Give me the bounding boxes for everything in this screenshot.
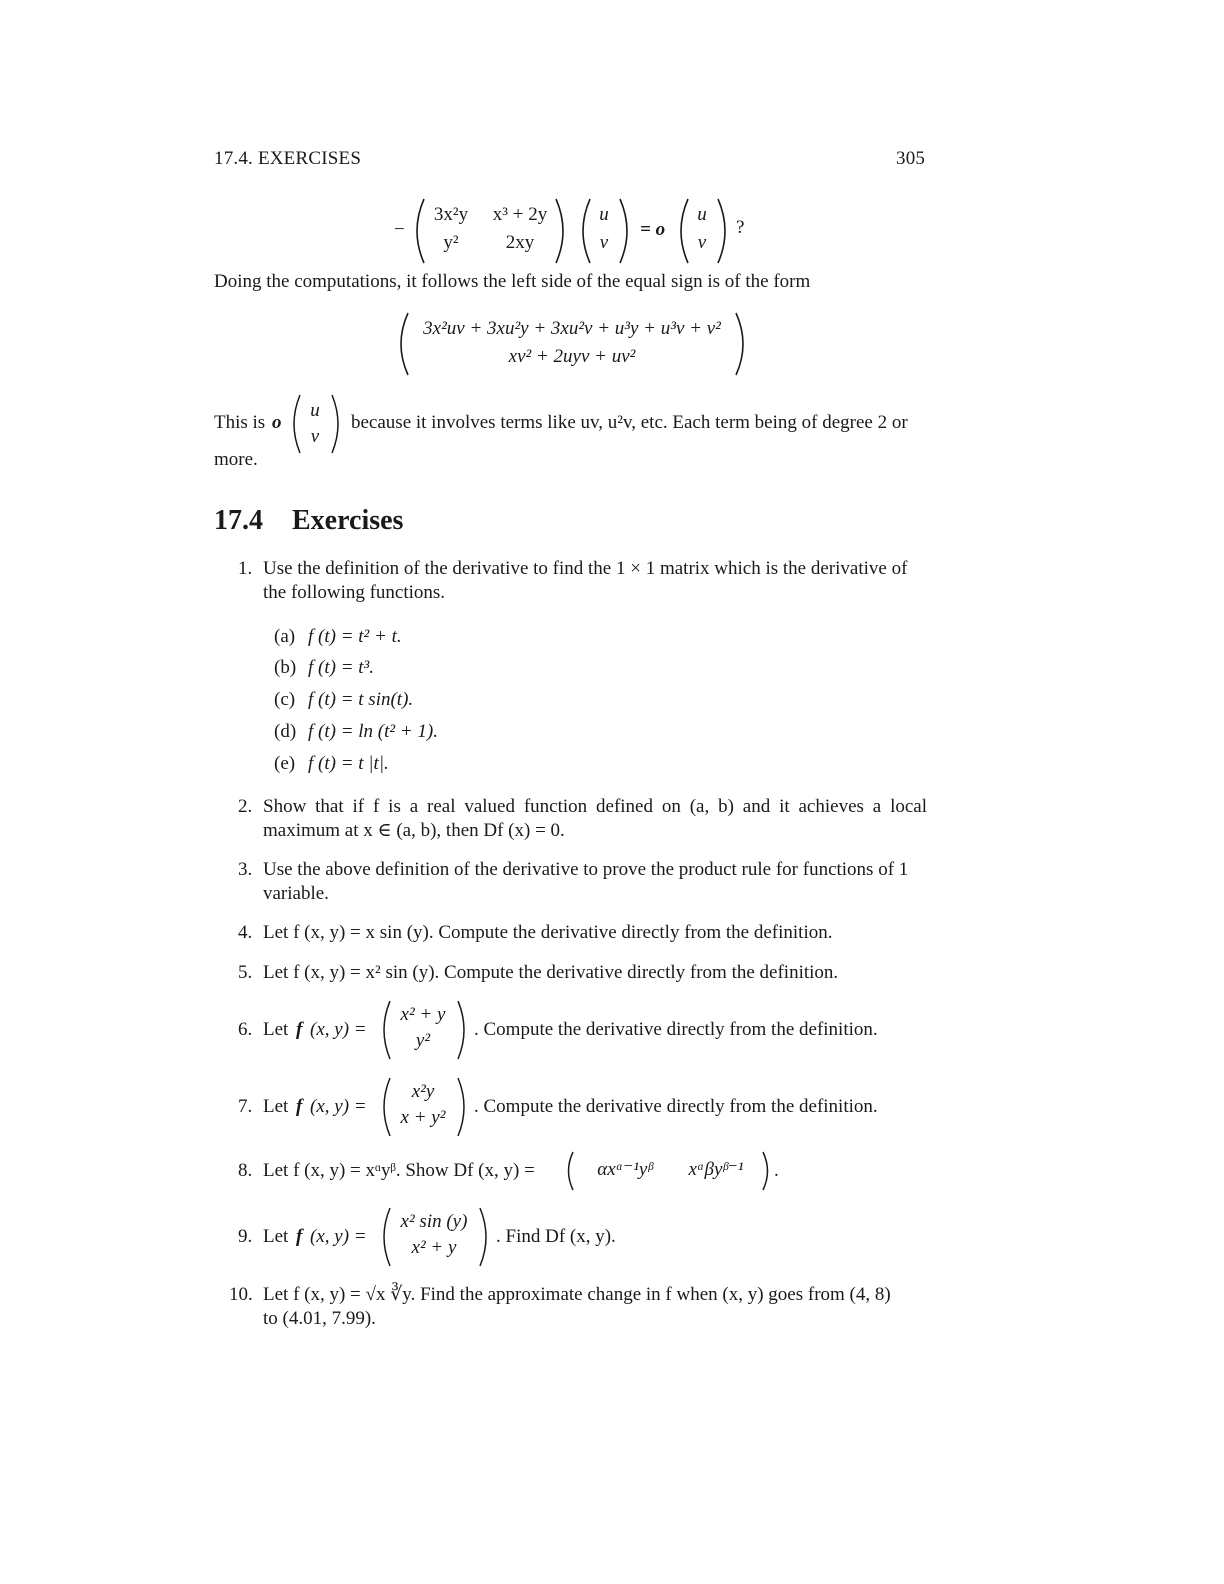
little-o: o [272, 412, 282, 433]
exercise-text: Let f (x, y) = √x ∛y. Find the approximate change in f when (x, y) goes from (4, 8) [263, 1284, 891, 1305]
exercise-text: Show that if f is a real valued function defined on (a, b) and it achieves a local [263, 796, 927, 817]
left-paren [672, 196, 692, 266]
part-expression: f (t) = ln (t² + 1). [308, 721, 439, 742]
vector-cell: u [599, 204, 609, 225]
part-label: (a) [274, 626, 296, 647]
matrix-cell-12: x³ + 2y [492, 204, 548, 225]
exercise-text: variable. [263, 883, 329, 904]
part-expression: f (t) = t sin(t). [308, 689, 414, 710]
vector-cell: u [310, 400, 320, 421]
vector-cell: y² [415, 1030, 431, 1051]
vector-cell: x + y² [400, 1107, 446, 1128]
vector-cell: v [310, 426, 320, 447]
exercise-text: Let [263, 1096, 289, 1117]
right-paren [454, 1075, 472, 1139]
left-paren [408, 196, 428, 266]
right-paren [760, 1150, 774, 1192]
vector [376, 1205, 494, 1269]
vector-cell: u [697, 204, 707, 225]
vector [376, 998, 472, 1062]
matrix-equation [394, 196, 754, 266]
vector-cell: x²y [411, 1081, 435, 1102]
vector-row-2: xv² + 2uyv + uv² [508, 346, 636, 367]
exercise-number: 10. [229, 1284, 253, 1305]
left-paren [392, 310, 412, 378]
left-paren [574, 196, 594, 266]
part-expression: f (t) = t² + t. [308, 626, 402, 647]
vector-cell: x² sin (y) [400, 1211, 468, 1232]
part-label: (c) [274, 689, 296, 710]
exercise-text: . Compute the derivative directly from the definition. [474, 1019, 878, 1040]
running-header: 17.4. EXERCISES [214, 148, 362, 169]
function-symbol: f [296, 1019, 303, 1040]
exercise-number: 8. [238, 1160, 253, 1181]
right-paren [714, 196, 734, 266]
vector [376, 1075, 472, 1139]
exercise-text: . Compute the derivative directly from the definition. [474, 1096, 878, 1117]
right-paren [616, 196, 636, 266]
matrix-cell-22: 2xy [505, 232, 535, 253]
paragraph-end: more. [214, 449, 258, 470]
vector-cell: v [697, 232, 707, 253]
exercise-text: Let [263, 1019, 289, 1040]
exercise-text: (x, y) = [310, 1019, 367, 1040]
inline-vector [286, 392, 346, 456]
right-paren [476, 1205, 494, 1269]
exercise-number: 1. [238, 558, 253, 579]
vector-cell: v [599, 232, 609, 253]
equals-little-o: = o [640, 219, 666, 240]
part-expression: f (t) = t |t|. [308, 753, 389, 774]
exercise-text: the following functions. [263, 582, 446, 603]
right-paren [552, 196, 572, 266]
exercise-text: (x, y) = [310, 1226, 367, 1247]
row-vector-cell: xᵅβyᵝ⁻¹ [688, 1159, 744, 1180]
exercise-number: 2. [238, 796, 253, 817]
question-mark: ? [736, 217, 745, 238]
matrix-cell-11: 3x²y [433, 204, 469, 225]
right-paren [454, 998, 472, 1062]
exercise-number: 7. [238, 1096, 253, 1117]
part-label: (e) [274, 753, 296, 774]
vector-cell: x² + y [400, 1004, 446, 1025]
paragraph-start: This is [214, 412, 266, 433]
left-paren [562, 1150, 576, 1192]
section-number: 17.4 [214, 505, 263, 536]
row-vector-cell: αxᵅ⁻¹yᵝ [597, 1159, 653, 1180]
exercise-number: 4. [238, 922, 253, 943]
exercise-text: to (4.01, 7.99). [263, 1308, 376, 1329]
exercise-text: . Find Df (x, y). [496, 1226, 616, 1247]
exercise-number: 6. [238, 1019, 253, 1040]
vector-cell: x² + y [411, 1237, 457, 1258]
right-paren [328, 392, 346, 456]
exercise-text: Use the definition of the derivative to find the 1 × 1 matrix which is the derivative of [263, 558, 908, 579]
page-number: 305 [896, 148, 926, 169]
right-paren [732, 310, 752, 378]
function-symbol: f [296, 1226, 303, 1247]
paragraph: Doing the computations, it follows the left side of the equal sign is of the form [214, 271, 811, 292]
matrix-cell-21: y² [443, 232, 459, 253]
vector-row-1: 3x²uv + 3xu²y + 3xu²v + u³y + u³v + v² [423, 318, 721, 339]
paragraph-continued: because it involves terms like uv, u²v, etc. Each term being of degree 2 or [351, 412, 908, 433]
minus-sign: − [394, 219, 405, 240]
vector-expression [392, 310, 752, 378]
exercise-text: Let [263, 1226, 289, 1247]
part-label: (b) [274, 657, 297, 678]
period: . [774, 1160, 779, 1181]
part-expression: f (t) = t³. [308, 657, 375, 678]
function-symbol: f [296, 1096, 303, 1117]
exercise-text: Let f (x, y) = x sin (y). Compute the derivative directly from the definition. [263, 922, 833, 943]
row-vector [562, 1150, 782, 1192]
exercise-number: 5. [238, 962, 253, 983]
exercise-text: maximum at x ∈ (a, b), then Df (x) = 0. [263, 820, 565, 841]
exercise-text: (x, y) = [310, 1096, 367, 1117]
exercise-text: Use the above definition of the derivative to prove the product rule for functions of 1 [263, 859, 909, 880]
exercise-number: 3. [238, 859, 253, 880]
section-title: Exercises [292, 505, 404, 536]
exercise-text: Let f (x, y) = xᵅyᵝ. Show Df (x, y) = [263, 1160, 535, 1181]
part-label: (d) [274, 721, 297, 742]
exercise-number: 9. [238, 1226, 253, 1247]
exercise-text: Let f (x, y) = x² sin (y). Compute the derivative directly from the definition. [263, 962, 839, 983]
